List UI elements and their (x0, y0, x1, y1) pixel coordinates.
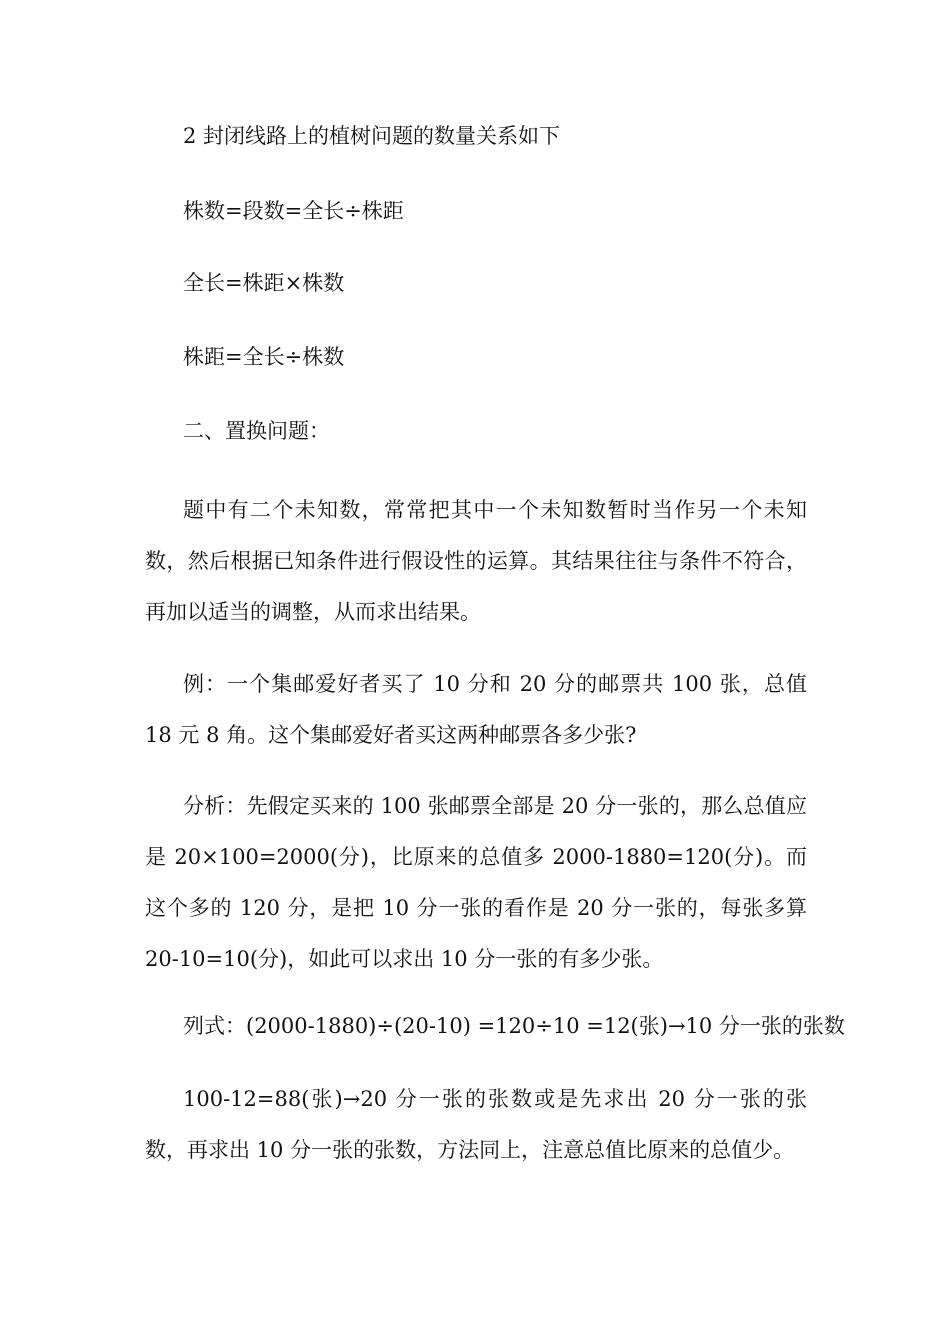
analysis-paragraph: 分析：先假定买来的 100 张邮票全部是 20 分一张的，那么总值应是 20×100=2000(分)，比原来的总值多 2000-1880=120(分)。而这个多的 120 分，是把 10 分一张的看作是 20 分一张的，每张多算 20-10=10(分)，如此可以求出 10 分一张的有多少张。 (145, 794, 807, 971)
formula-spacing: 株距=全长÷株数 (183, 345, 345, 369)
formula-length: 全长=株距×株数 (183, 271, 345, 295)
section-heading: 2 封闭线路上的植树问题的数量关系如下 (183, 124, 561, 148)
equation-line: 列式：(2000-1880)÷(20-10) =120÷10 =12(张)→10 分一张的张数 (183, 1014, 845, 1038)
example-paragraph: 例：一个集邮爱好者买了 10 分和 20 分的邮票共 100 张，总值 18 元 8 角。这个集邮爱好者买这两种邮票各多少张? (145, 672, 807, 747)
definition-paragraph: 题中有二个未知数，常常把其中一个未知数暂时当作另一个未知数，然后根据已知条件进行假设性的运算。其结果往往与条件不符合，再加以适当的调整，从而求出结果。 (145, 498, 807, 624)
subheading: 二、置换问题： (183, 419, 330, 443)
formula-count: 株数=段数=全长÷株距 (183, 199, 404, 223)
conclusion-paragraph: 100-12=88(张)→20 分一张的张数或是先求出 20 分一张的张数，再求出 10 分一张的张数，方法同上，注意总值比原来的总值少。 (145, 1087, 807, 1162)
